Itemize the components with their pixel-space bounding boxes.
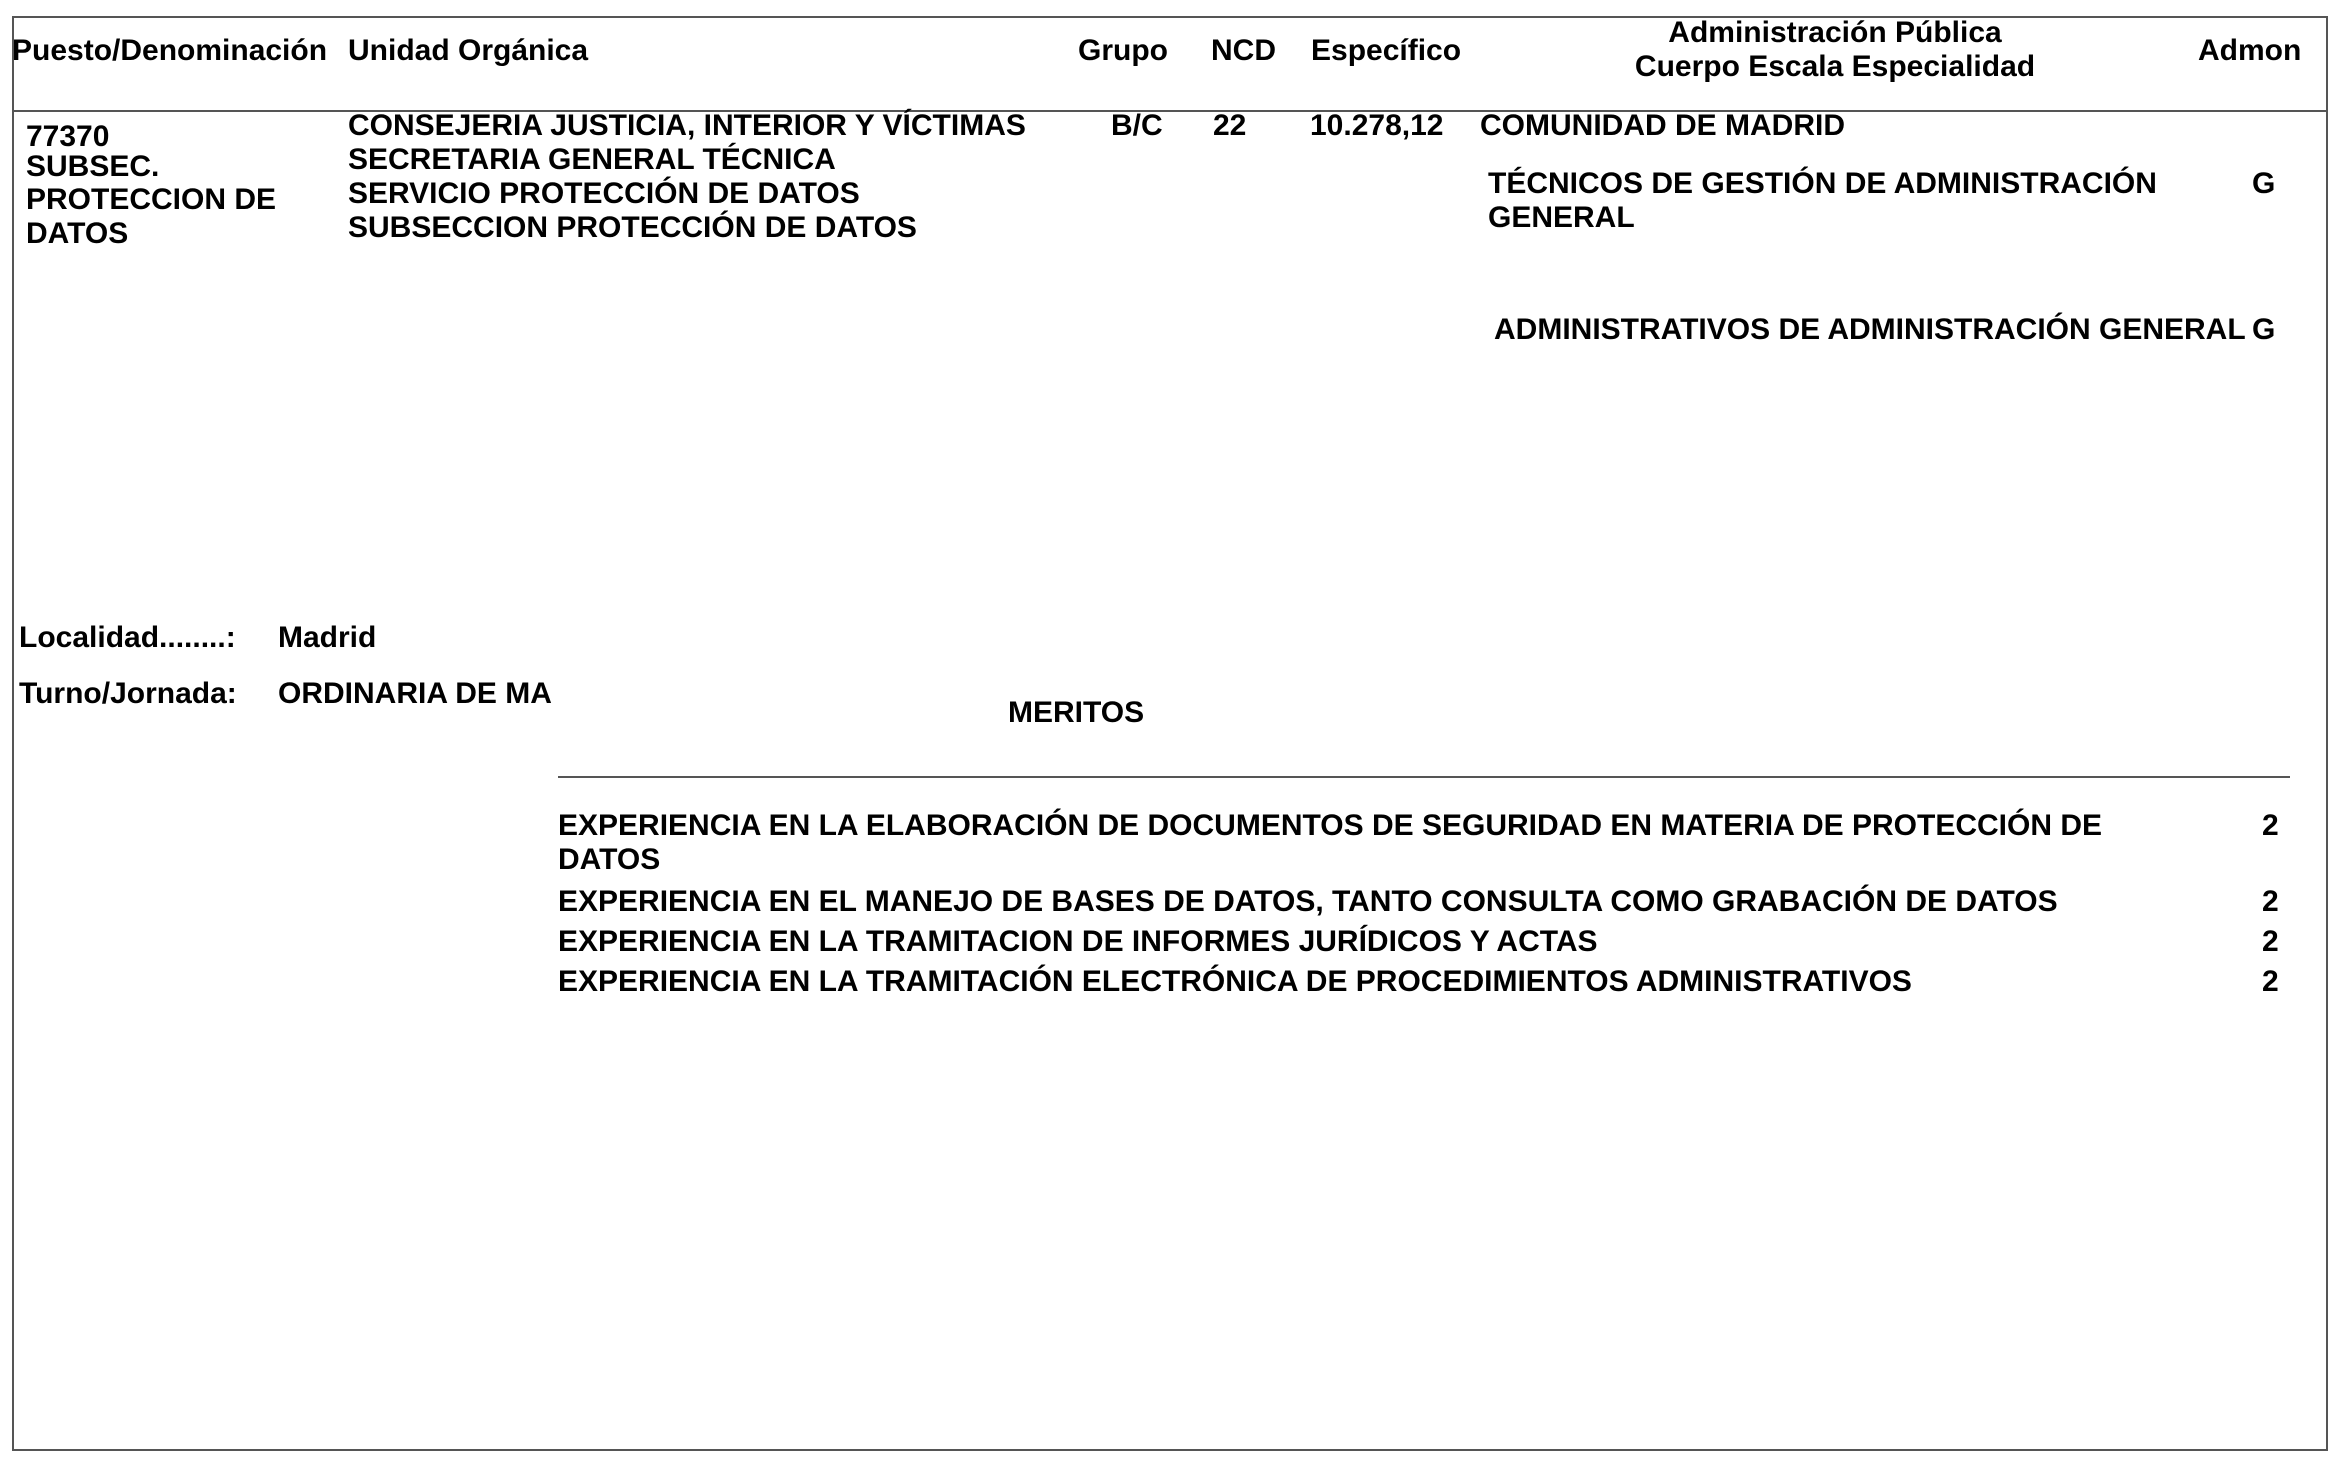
cuerpo-line: ADMINISTRATIVOS DE ADMINISTRACIÓN GENERAL xyxy=(1494,313,2246,346)
merito-line: DATOS xyxy=(558,843,661,876)
unidad-line: CONSEJERIA JUSTICIA, INTERIOR Y VÍCTIMAS xyxy=(348,109,1026,142)
merito-points: 2 xyxy=(2262,885,2279,918)
header-cuerpo-escala: Cuerpo Escala Especialidad xyxy=(1634,50,2036,83)
header-admon: Admon xyxy=(2198,34,2302,67)
cuerpo-admon: G xyxy=(2252,313,2276,346)
meritos-divider xyxy=(558,776,2290,778)
header-puesto: Puesto/Denominación xyxy=(12,34,328,67)
header-especifico: Específico xyxy=(1311,34,1462,67)
especifico-value: 10.278,12 xyxy=(1310,109,1444,142)
unidad-line: SERVICIO PROTECCIÓN DE DATOS xyxy=(348,177,860,210)
header-admin-publica: Administración Pública xyxy=(1668,16,2002,49)
puesto-name-line: PROTECCION DE xyxy=(26,183,277,216)
cuerpo-admon: G xyxy=(2252,167,2276,200)
unidad-line: SUBSECCION PROTECCIÓN DE DATOS xyxy=(348,211,917,244)
cuerpo-line: GENERAL xyxy=(1488,201,1635,234)
header-unidad: Unidad Orgánica xyxy=(348,34,589,67)
administracion-value: COMUNIDAD DE MADRID xyxy=(1480,109,1845,142)
merito-points: 2 xyxy=(2262,965,2279,998)
merito-line: EXPERIENCIA EN LA TRAMITACIÓN ELECTRÓNICA DE PROCEDIMIENTOS ADMINISTRATIVOS xyxy=(558,965,1912,998)
puesto-code: 77370 xyxy=(26,120,110,153)
turno-value: ORDINARIA DE MA xyxy=(278,677,552,710)
merito-line: EXPERIENCIA EN LA ELABORACIÓN DE DOCUMENTOS DE SEGURIDAD EN MATERIA DE PROTECCIÓN DE xyxy=(558,809,2103,842)
header-ncd: NCD xyxy=(1211,34,1276,67)
localidad-label: Localidad........: xyxy=(19,621,236,654)
cuerpo-line: TÉCNICOS DE GESTIÓN DE ADMINISTRACIÓN xyxy=(1488,167,2157,200)
merito-line: EXPERIENCIA EN LA TRAMITACION DE INFORMES JURÍDICOS Y ACTAS xyxy=(558,925,1598,958)
localidad-value: Madrid xyxy=(278,621,377,654)
ncd-value: 22 xyxy=(1213,109,1247,142)
header-grupo: Grupo xyxy=(1078,34,1168,67)
meritos-title: MERITOS xyxy=(1008,696,1145,729)
puesto-name-line: SUBSEC. xyxy=(26,150,160,183)
grupo-value: B/C xyxy=(1111,109,1163,142)
puesto-name-line: DATOS xyxy=(26,217,129,250)
unidad-line: SECRETARIA GENERAL TÉCNICA xyxy=(348,143,836,176)
merito-points: 2 xyxy=(2262,809,2279,842)
merito-line: EXPERIENCIA EN EL MANEJO DE BASES DE DATOS, TANTO CONSULTA COMO GRABACIÓN DE DATOS xyxy=(558,885,2058,918)
merito-points: 2 xyxy=(2262,925,2279,958)
turno-label: Turno/Jornada: xyxy=(19,677,237,710)
